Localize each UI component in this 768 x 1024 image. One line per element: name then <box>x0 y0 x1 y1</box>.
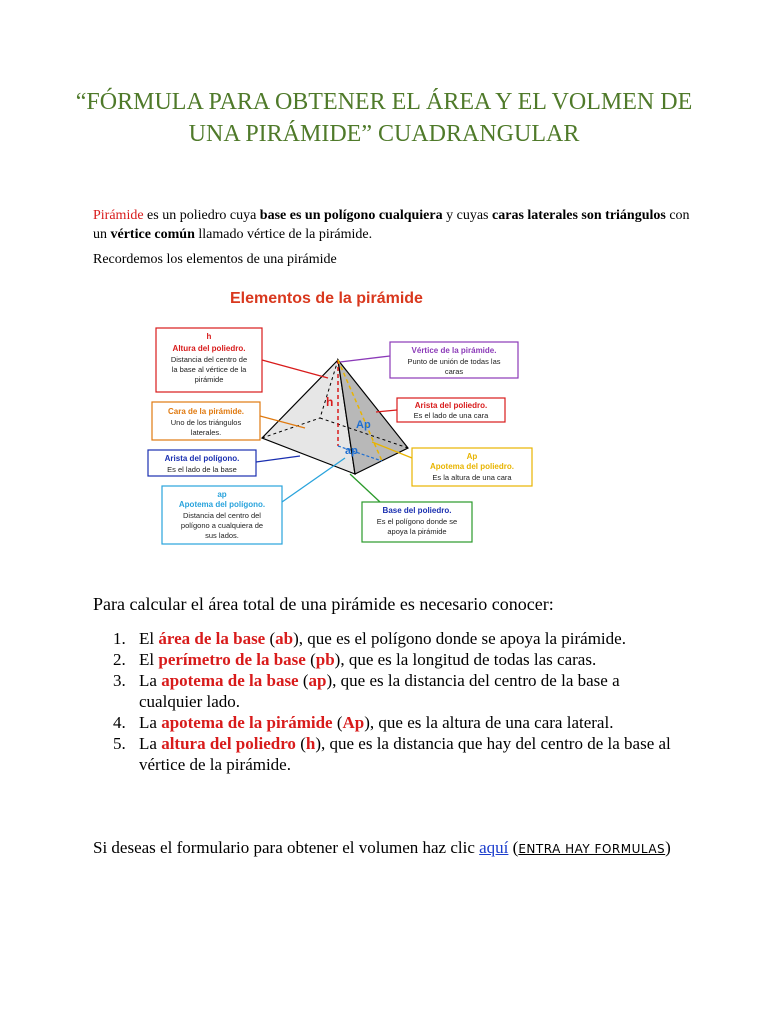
base-desc-2: apoya la pirámide <box>387 527 447 536</box>
needs-text: Para calcular el área total de una pirámide es necesario conocer: <box>93 594 554 614</box>
intro-text: con un <box>93 208 690 242</box>
list-number: 3. <box>113 671 126 690</box>
list-text: ( <box>305 650 316 669</box>
cara-heading: Cara de la pirámide. <box>167 407 245 416</box>
apotema-poliedro-label: Ap <box>466 452 478 461</box>
list-term: apotema de la pirámide <box>161 713 333 732</box>
apotema-poligono-desc-2: polígono a cualquiera de <box>180 521 264 530</box>
list-text: ), que es el polígono donde se apoya la pirámide. <box>293 629 626 648</box>
list-item <box>93 628 683 649</box>
list-item <box>93 733 683 775</box>
footer-paragraph <box>93 836 693 861</box>
list-text: La <box>139 734 162 753</box>
apotema-poliedro-desc: Es la altura de una cara <box>432 473 512 482</box>
label-box-vertice <box>340 342 518 378</box>
list-item <box>93 712 683 733</box>
list-abbr: h <box>305 734 316 753</box>
diagram-title: Elementos de la pirámide <box>230 290 423 307</box>
apotema-poligono-desc-3: sus lados. <box>205 531 239 540</box>
arista-poligono-desc: Es el lado de la base <box>167 465 237 474</box>
list-term: área de la base <box>158 629 266 648</box>
altura-desc-2: la base al vértice de la <box>171 365 247 374</box>
list-number: 2. <box>113 650 126 669</box>
arista-poligono-heading: Arista del polígono. <box>164 454 240 463</box>
apotema-poligono-desc-1: Distancia del centro del <box>183 511 261 520</box>
intro-text: llamado vértice de la pirámide. <box>194 227 373 242</box>
pyramid-Ap-label: Ap <box>356 419 371 431</box>
intro-bold-base: base es un polígono cualquiera <box>259 208 443 223</box>
pyramid-diagram <box>140 278 540 553</box>
list-term: apotema de la base <box>161 671 299 690</box>
list-text: ), que es la longitud de todas las caras. <box>334 650 597 669</box>
list-number: 4. <box>113 713 126 732</box>
footer-paren-close: ) <box>665 838 671 857</box>
list-text: ( <box>298 671 309 690</box>
list-text: La <box>139 671 162 690</box>
vertice-heading: Vértice de la pirámide. <box>411 346 497 355</box>
apotema-poligono-label: ap <box>217 490 227 499</box>
list-term: altura del poliedro <box>161 734 296 753</box>
altura-label: h <box>206 332 212 341</box>
altura-heading: Altura del poliedro. <box>172 344 246 353</box>
label-box-arista-poliedro <box>376 398 505 422</box>
apotema-poligono-heading: Apotema del polígono. <box>178 500 266 509</box>
list-term: perímetro de la base <box>158 650 306 669</box>
arista-poliedro-desc: Es el lado de una cara <box>413 411 489 420</box>
list-abbr: pb <box>315 650 335 669</box>
pyramid-ap-label: ap <box>345 445 358 457</box>
list-text: ( <box>295 734 306 753</box>
label-box-arista-poligono <box>148 450 300 476</box>
apotema-poliedro-heading: Apotema del poliedro. <box>429 462 515 471</box>
footer-note: ENTRA HAY FORMULAS <box>518 842 666 856</box>
vertice-desc-2: caras <box>444 367 464 376</box>
list-text: El <box>139 629 159 648</box>
elements-list <box>93 628 683 775</box>
vertice-desc-1: Punto de unión de todas las <box>407 357 501 366</box>
list-number: 5. <box>113 734 126 753</box>
arista-poliedro-heading: Arista del poliedro. <box>414 401 488 410</box>
page-title: “FÓRMULA PARA OBTENER EL ÁREA Y EL VOLMEN DE UNA PIRÁMIDE” CUADRANGULAR <box>75 89 693 147</box>
base-heading: Base del poliedro. <box>382 506 452 515</box>
list-text: ( <box>332 713 343 732</box>
altura-desc-1: Distancia del centro de <box>170 355 248 364</box>
footer-text: Si deseas el formulario para obtener el volumen haz clic <box>93 838 480 857</box>
pyramid-h-label: h <box>326 395 334 409</box>
altura-desc-3: pirámide <box>194 375 224 384</box>
list-text: ( <box>265 629 276 648</box>
list-text: ), que es la altura de una cara lateral. <box>364 713 614 732</box>
intro-bold-vertice: vértice común <box>110 227 195 242</box>
intro-text: es un poliedro cuya <box>143 208 260 223</box>
list-abbr: ap <box>308 671 327 690</box>
cara-desc-2: laterales. <box>190 428 222 437</box>
intro-paragraph <box>93 206 693 244</box>
list-item <box>93 670 683 712</box>
list-text: ), que es la distancia del centro de la base a cualquier lado. <box>139 671 620 711</box>
footer-paren-open: ( <box>508 838 519 857</box>
recall-text: Recordemos los elementos de una pirámide <box>93 252 337 267</box>
label-box-altura <box>156 328 328 392</box>
cara-desc-1: Uno de los triángulos <box>170 418 242 427</box>
list-number: 1. <box>113 629 126 648</box>
intro-term-piramide: Pirámide <box>93 208 144 223</box>
list-text: ), que es la distancia que hay del centro de la base al vértice de la pirámide. <box>139 734 671 774</box>
list-text: El <box>139 650 159 669</box>
list-abbr: ab <box>275 629 294 648</box>
intro-bold-caras: caras laterales son triángulos <box>492 208 666 223</box>
list-abbr: Ap <box>342 713 365 732</box>
intro-text: y cuyas <box>442 208 493 223</box>
list-item <box>93 649 683 670</box>
list-text: La <box>139 713 162 732</box>
pyramid-shape <box>262 360 408 474</box>
volume-link[interactable]: aquí <box>479 838 509 857</box>
base-desc-1: Es el polígono donde se <box>376 517 458 526</box>
